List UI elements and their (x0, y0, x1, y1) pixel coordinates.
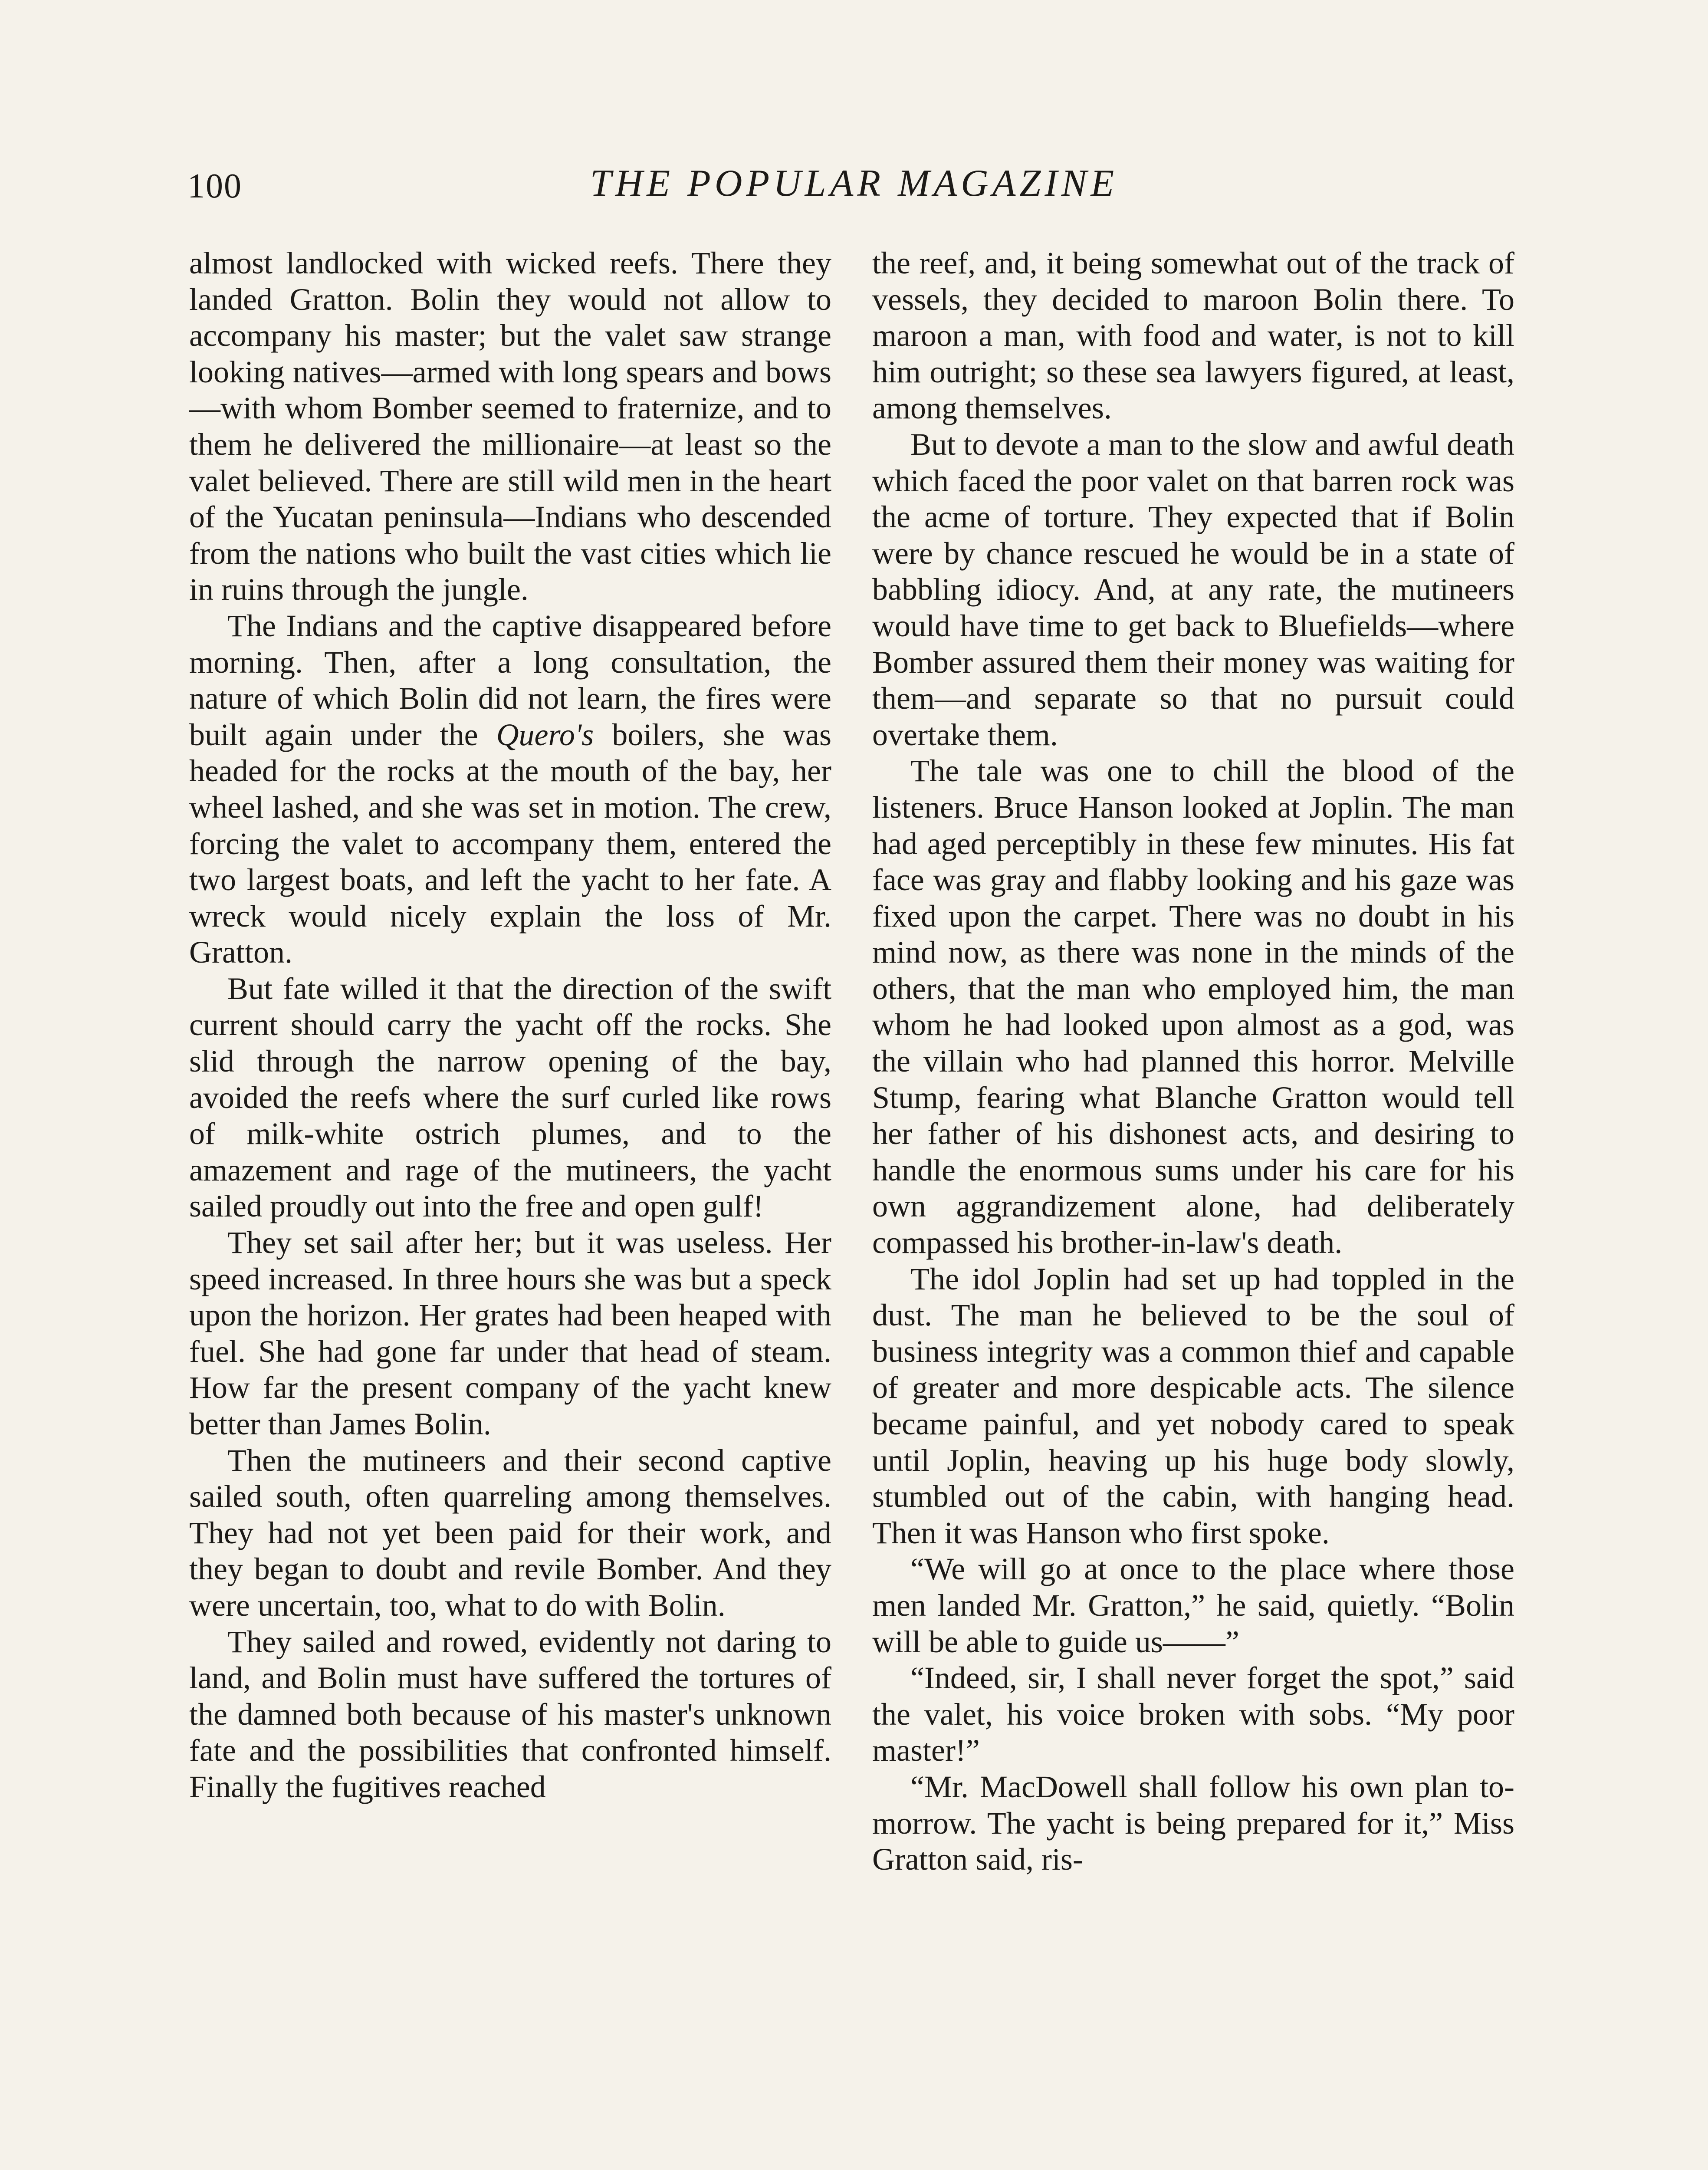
right-paragraph-6: “Indeed, sir, I shall never forget the spot,” said the valet, his voice broken with sobs. “My poor master!” (872, 1660, 1514, 1768)
ship-name: Quero's (496, 717, 594, 752)
left-paragraph-2 (189, 608, 831, 971)
right-paragraph-7: “Mr. MacDowell shall follow his own plan to-morrow. The yacht is being prepared for it,” Miss Gratton said, ris- (872, 1769, 1514, 1877)
left-column (189, 245, 831, 1805)
magazine-title: THE POPULAR MAGAZINE (590, 162, 1118, 204)
right-paragraph-1: the reef, and, it being somewhat out of the track of vessels, they decided to maroon Bolin there. To maroon a man, with food and water, is not to kill him outright; so these sea lawyers figured, at least, among themselves. (872, 246, 1514, 426)
left-paragraph-3: But fate willed it that the direction of the swift current should carry the yacht off the rocks. She slid through the narrow opening of the bay, avoided the reefs where the surf curled like rows of milk-white ostrich plumes, and to the amazement and rage of the mutineers, the yacht sailed proudly out into the free and open gulf! (189, 971, 831, 1224)
right-paragraph-2: But to devote a man to the slow and awful death which faced the poor valet on that barren rock was the acme of torture. They expected that if Bolin were by chance rescued he would be in a state of babbling idiocy. And, at any rate, the mutineers would have time to get back to Bluefields—where Bomber assured them their money was waiting for them—and separate so that no pursuit could overtake them. (872, 427, 1514, 752)
left-paragraph-5: Then the mutineers and their second captive sailed south, often quarreling among themselves. They had not yet been paid for their work, and they began to doubt and revile Bomber. And they were uncertain, too, what to do with Bolin. (189, 1443, 831, 1623)
page-number: 100 (187, 167, 242, 205)
left-paragraph-6: They sailed and rowed, evidently not daring to land, and Bolin must have suffered the tortures of the damned both because of his master's unknown fate and the possibilities that confronted himself. Finally the fugitives reached (189, 1624, 831, 1804)
left-paragraph-2-end: boilers, she was headed for the rocks at the mouth of the bay, her wheel lashed, and she was set in motion. The crew, forcing the valet to accompany them, entered the two largest boats, and left the yacht to her fate. A wreck would nicely explain the loss of Mr. Gratton. (189, 717, 831, 970)
right-paragraph-5: “We will go at once to the place where those men landed Mr. Gratton,” he said, quietly. “Bolin will be able to guide us——” (872, 1552, 1514, 1659)
left-paragraph-4: They set sail after her; but it was useless. Her speed increased. In three hours she was but a speck upon the horizon. Her grates had been heaped with fuel. She had gone far under that head of steam. How far the present company of the yacht knew better than James Bolin. (189, 1225, 831, 1441)
right-column (872, 245, 1514, 1878)
left-paragraph-2-start: The Indians and the captive disappeared before morning. Then, after a long consultation, the nature of which Bolin did not learn, the fires were built again under the (189, 608, 831, 752)
right-paragraph-3: The tale was one to chill the blood of the listeners. Bruce Hanson looked at Joplin. The man had aged perceptibly in these few minutes. His fat face was gray and flabby looking and his gaze was fixed upon the carpet. There was no doubt in his mind now, as there was none in the minds of the others, that the man who employed him, the man whom he had looked upon almost as a god, was the villain who had planned this horror. Melville Stump, fearing what Blanche Gratton would tell her father of his dishonest acts, and desiring to handle the enormous sums under his care for his own aggrandizement alone, had deliberately compassed his brother-in-law's death. (872, 753, 1514, 1260)
right-paragraph-4: The idol Joplin had set up had toppled in the dust. The man he believed to be the soul of business integrity was a common thief and capable of greater and more despicable acts. The silence became painful, and yet nobody cared to speak until Joplin, heaving up his huge body slowly, stumbled out of the cabin, with hanging head. Then it was Hanson who first spoke. (872, 1261, 1514, 1550)
left-paragraph-1: almost landlocked with wicked reefs. There they landed Gratton. Bolin they would not allow to accompany his master; but the valet saw strange looking natives—armed with long spears and bows—with whom Bomber seemed to fraternize, and to them he delivered the millionaire—at least so the valet believed. There are still wild men in the heart of the Yucatan peninsula—Indians who descended from the nations who built the vast cities which lie in ruins through the jungle. (189, 246, 831, 607)
